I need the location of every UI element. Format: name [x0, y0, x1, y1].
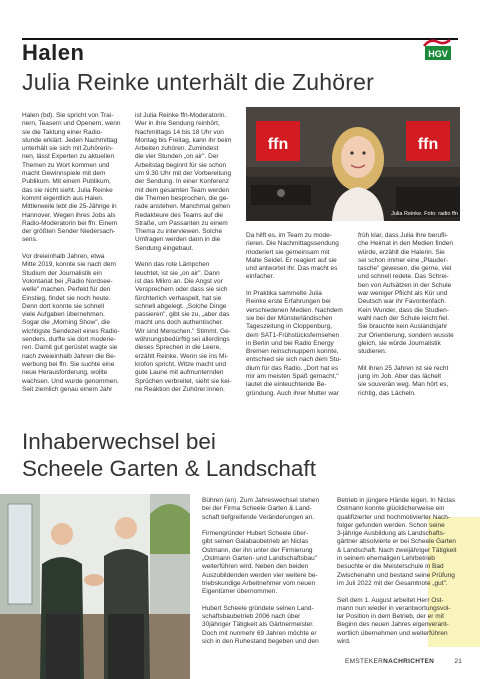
photo-julia-reinke [246, 107, 460, 221]
article-title-julia-reinke: Julia Reinke unterhält die Zuhörer [22, 69, 374, 95]
footer [345, 658, 462, 665]
footer-publication-light: EMSTEKER [345, 658, 384, 665]
hgv-logo [422, 36, 454, 62]
article-title-inhaberwechsel [22, 428, 316, 482]
article1-column-3: Da hilft es, im Team zu mode- rieren. Die Nachmittagssendung moderiert sie gemeinsam mit Malte Seidel. Er reagiert auf sie und antwortet ihr. Das macht es einfacher. In Praktika sammelte Julia Reinke erste Erfahrungen bei verschiedenen Medien. Nachdem sie bei der Münsterländischen Tageszeitung in Cloppenburg, dem SAT1-Frühstücksfernsehen in Berlin und bei Radio Energy Bremen reinschnuppern konnte, entschied sie sich nach dem Stu- dium für das Radio. „Dort hat es mir am meisten Spaß gemacht," lautet die einleuchtende Be- gründung. Auch ihrer Mutter war [246, 232, 343, 397]
article1-column-4: früh klar, dass Julia ihre berufli- che Heimat in den Medien finden würde, erzählt die Halerin. Sie sei schon immer eine „Plauder- tasche" gewesen, die gerne, viel und schnell redete. Das Schrei- ben von Aufsätzen in der Schule war weniger Pflicht als Kür und Deutsch war ihr Favoritenfach. Kein Wunder, dass die Studien- wahl nach der Schule leicht fiel. Sie brauchte kein Auslandsjahr zur Orientierung, sondern wusste gleich, sie würde Journalistik studieren. Mit ihren 25 Jahren ist sie recht jung im Job. Aber das lächelt sie souverän weg. Man hört es, richtig, das Lächeln. [358, 232, 454, 397]
header-rule [22, 38, 458, 40]
photo-sign-right: ffn [417, 136, 439, 153]
footer-publication-bold: NACHRICHTEN [383, 658, 435, 665]
article2-column-2: Betrieb in jüngere Hände legen. In Niclas Ostmann konnte glücklicherweise ein qualifizierter und hochmotivierter Nach- folger gefunden werden. Schon seine 3-jährige Ausbildung als Landschafts- gärtner absolvierte er bei Scheele Garten & Landschaft. Nach zweijähriger Tätigkeit in seinem ehemaligen Lehrbetrieb besuchte er die Meisterschule in Bad Zwischenahn und bestand seine Prüfung im Juli 2022 mit der Gesamtnote „gut". Seit dem 1. August arbeitet Herr Ost- mann nun wieder in verantwortungsvol- ler Position in dem Betrieb, der er mit Beginn des neuen Jahres eigenverant- wortlich übernehmen und weiterführen wird. [337, 497, 457, 646]
article2-title-line-2: Scheele Garten & Landschaft [22, 456, 316, 481]
hgv-logo-text: HGV [428, 49, 448, 59]
article1-column-2: ist Julia Reinke ffn-Moderatorin. Wer in ihre Sendung reinhört, Nachmittags 14 bis 18 Uhr von Montag bis Freitag, kann ihr beim Arbeiten zuhören. Zumindest die vier Stunden „on air". Der Arbeitstag beginnt für sie schon um 9.30 Uhr mit der Vorbereitung der Sendung. In einer Konferenz mit dem gesamten Team werden die Themen besprochen, die ge- rade anstehen. Manchmal gehen Redakteure des Teams auf die Straße, um Passanten zu einem Thema zu interviewen. Solche Umfragen werden dann in die Sendung eingebaut. Wenn das rote Lämpchen leuchtet, ist sie „on air". Dann ist das Mikro an. Die Angst vor Versprechern oder dass sie sich fürchterlich verhaspelt, hat sie schnell abgelegt. „Solche Dinge passieren", gibt sie zu, „aber das macht uns doch authentischer. Wir sind Menschen." Stimmt. Ge- wöhnungsbedürftig sei allerdings dieses Sprechen in die Leere, erzählt Reinke. Wenn sie ins Mi- krofon spricht, Witze macht und gute Laune mit aufmunternden Sprüchen verbreitet, sieht sie kei- ne Reaktion der Zuhörer:innen. [135, 112, 232, 393]
photo-handover [0, 494, 190, 679]
photo-sign-left: ffn [267, 136, 289, 153]
article2-title-line-1: Inhaberwechsel bei [22, 429, 216, 454]
page-number: 21 [454, 658, 463, 665]
article2-column-1: Bühren (en). Zum Jahreswechsel stehen bei der Firma Scheele Garten & Land- schaft tiefgreifende Veränderungen an. Firmengründer Hubert Scheele über- gibt seinen Galabaubetrieb an Niclas Ostmann, der ihn unter der Firmierung „Ostmann Garten- und Landschaftsbau" weiterführen wird. Neben den beiden Auszubildenden werden vier weitere be- triebskundige Arbeitnehmer vom neuen Eigentümer übernommen. Hubert Scheele gründete seinen Land- schaftsbaubetrieb 2006 nach über 30jähriger Tätigkeit als Gärtnermeister. Doch mit nunmehr 69 Jahren möchte er sich in den Ruhestand begeben und den [202, 497, 320, 646]
article1-column-1: Halen (bd). Sie spricht von Trai- nern, Teasern und Openern, wenn sie die Taktung einer Radio- stunde erklärt. Jeden Nachmittag unterhält sie sich mit Zuhörerin- nen, lässt Experten zu aktuellen Themen zu Wort kommen und macht Gewinnspiele mit dem Publikum. Mit einem Publikum, das sie nicht sieht. Julia Reinke kommt eigentlich aus Halen. Mittlerweile lebt die 25-Jährige in Hannover. Wegen ihres Jobs als Radio-Moderatorin bei ffn. Einem der größten Sender Niedersach- sens. Vor dreieinhalb Jahren, etwa Mitte 2019, konnte sie nach dem Studium der Journalistik ein Volontariat bei „Radio Nordsee- welle" machen. Perfekt für den Einstieg, findet sie noch heute. Denn dort konnte sie schnell viele Aufgaben übernehmen. Sogar die „Morning Show", die wichtigste Sendezeit eines Radio- senders, durfte sie dort moderie- ren. Damit gut gerüstet wagte sie nach zweieinhalb Jahren die Be- werbung bei ffn. Sie suchte eine neue Herausforderung, wollte wachsen. Und wurde genommen. Seit ziemlich genau einem Jahr [22, 112, 121, 393]
section-title: Halen [22, 40, 85, 65]
photo-caption: Julia Reinke. Foto: radio ffn [391, 211, 458, 217]
